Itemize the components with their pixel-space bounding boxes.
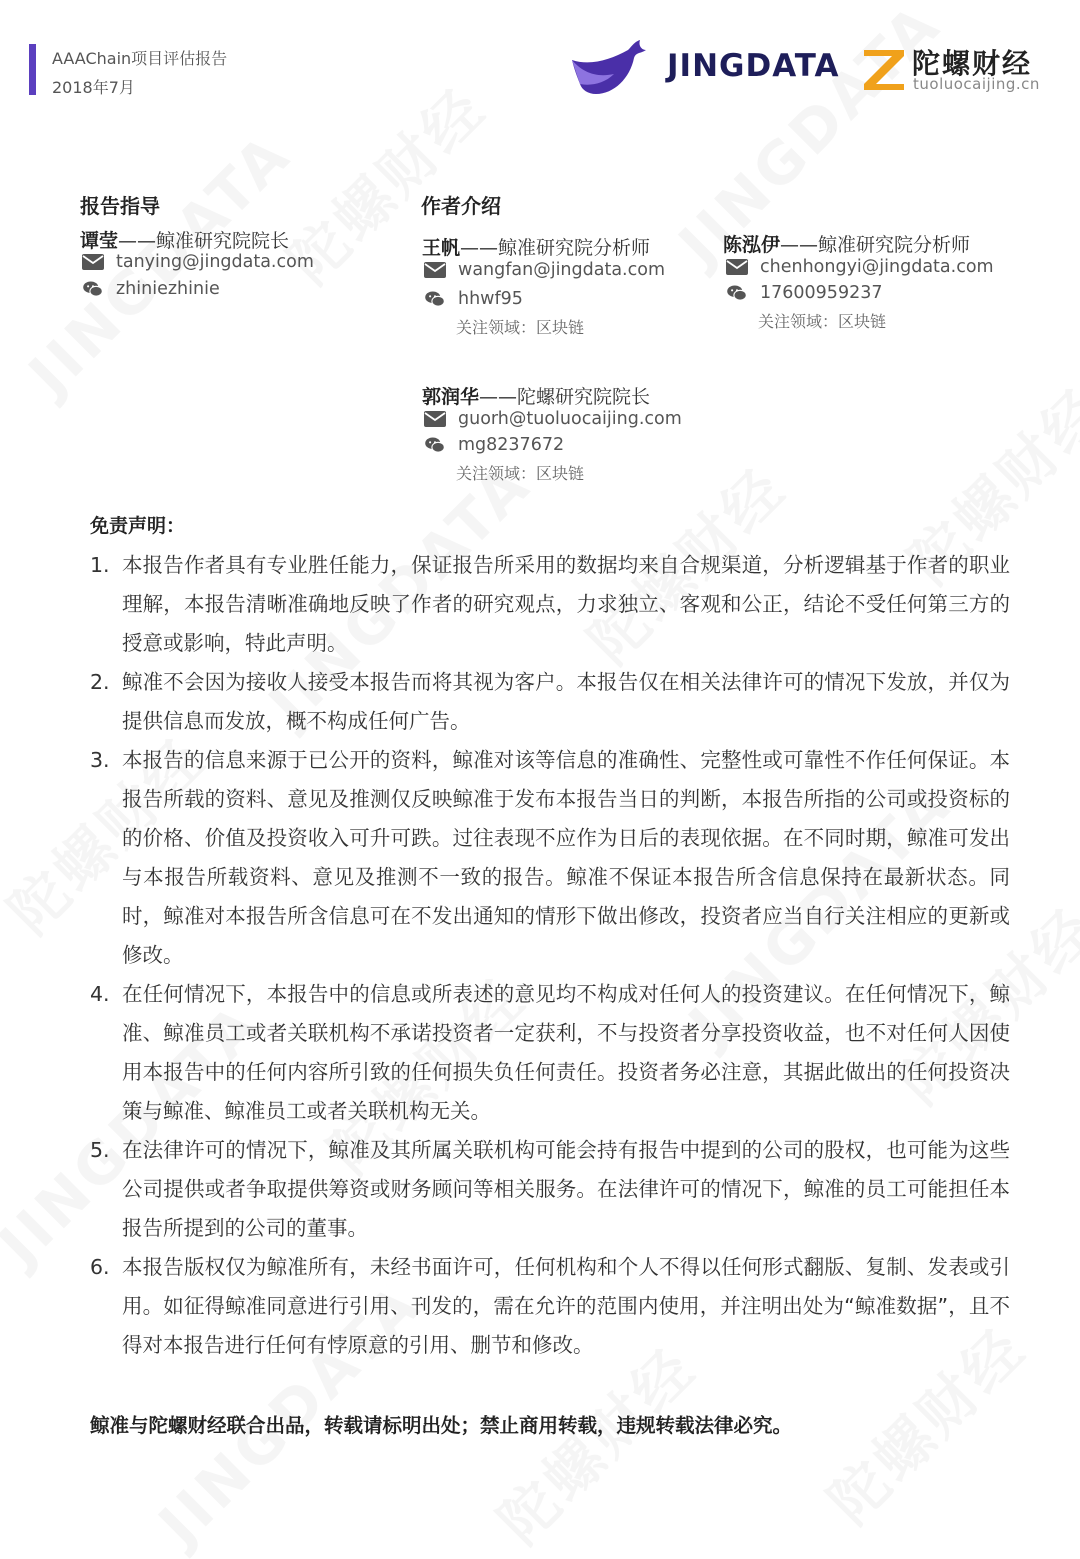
person-name: 谭莹 — [80, 230, 119, 252]
guidance-person — [80, 226, 289, 253]
person-role: ——鲸准研究院分析师 — [460, 237, 651, 259]
author-person — [422, 382, 650, 409]
item-text: 本报告的信息来源于已公开的资料，鲸准对该等信息的准确性、完整性或可靠性不作任何保证。本报告所载的资料、意见及推测仅反映鲸准于发布本报告当日的判断，本报告所指的公司或投资标的的价格、价值及投资收入可升可跌。过往表现不应作为日后的表现依据。在不同时期，鲸准可发出与本报告所载资料、意见及推测不一致的报告。鲸准不保证本报告所含信息保持在最新状态。同时，鲸准对本报告所含信息可在不发出通知的情形下做出修改，投资者应当自行关注相应的更新或修改。 — [122, 748, 1010, 967]
item-number: 1. — [90, 553, 110, 577]
footer-notice: 鲸准与陀螺财经联合出品，转载请标明出处；禁止商用转载，违规转载法律必究。 — [90, 1414, 793, 1437]
author-wechat — [726, 283, 882, 303]
disclaimer-list — [90, 546, 1010, 1365]
wechat-icon — [726, 285, 748, 301]
item-number: 2. — [90, 670, 110, 694]
report-title: AAAChain项目评估报告 — [52, 49, 228, 68]
email-text: chenhongyi@jingdata.com — [760, 257, 994, 277]
person-role: ——陀螺研究院院长 — [479, 386, 651, 408]
author-focus: 关注领域：区块链 — [758, 312, 887, 331]
item-text: 在任何情况下，本报告中的信息或所表述的意见均不构成对任何人的投资建议。在任何情况下，鲸准、鲸准员工或者关联机构不承诺投资者一定获利，不与投资者分享投资收益，也不对任何人因使用本报告中的任何内容所引致的任何损失负任何责任。投资者务必注意，其据此做出的任何投资决策与鲸准、鲸准员工或者关联机构无关。 — [122, 982, 1010, 1123]
item-number: 4. — [90, 982, 110, 1006]
disclaimer-item — [90, 1131, 1010, 1248]
person-name: 王帆 — [422, 237, 461, 259]
item-text: 鲸准不会因为接收人接受本报告而将其视为客户。本报告仅在相关法律许可的情况下发放，并仅为提供信息而发放，概不构成任何广告。 — [122, 670, 1010, 733]
guidance-wechat — [82, 279, 220, 299]
wechat-text: mg8237672 — [458, 435, 565, 455]
guidance-email — [82, 252, 314, 272]
tuoluo-z-logo-icon — [860, 44, 908, 92]
report-date: 2018年7月 — [52, 78, 135, 97]
author-person — [723, 230, 970, 257]
disclaimer-item — [90, 975, 1010, 1131]
guidance-heading: 报告指导 — [80, 194, 160, 218]
wechat-icon — [424, 291, 446, 307]
author-email — [424, 260, 665, 280]
tuoluo-logo-text: 陀螺财经 — [912, 47, 1033, 80]
disclaimer-item — [90, 1248, 1010, 1365]
author-wechat — [424, 289, 523, 309]
mail-icon — [424, 262, 446, 278]
wechat-text: hhwf95 — [458, 289, 523, 309]
author-focus: 关注领域：区块链 — [456, 464, 585, 483]
author-person — [422, 233, 650, 260]
author-wechat — [424, 435, 564, 455]
item-number: 3. — [90, 748, 110, 772]
person-name: 郭润华 — [422, 386, 480, 408]
mail-icon — [726, 259, 748, 275]
item-number: 6. — [90, 1255, 110, 1279]
mail-icon — [82, 254, 104, 270]
whale-logo-icon — [570, 38, 648, 96]
email-text: tanying@jingdata.com — [116, 252, 314, 272]
item-text: 本报告版权仅为鲸准所有，未经书面许可，任何机构和个人不得以任何形式翻版、复制、发表或引用。如征得鲸准同意进行引用、刊发的，需在允许的范围内使用，并注明出处为“鲸准数据”，且不得对本报告进行任何有悖原意的引用、删节和修改。 — [122, 1255, 1010, 1357]
wechat-text: zhiniezhinie — [116, 279, 220, 299]
wechat-text: 17600959237 — [760, 283, 883, 303]
item-text: 本报告作者具有专业胜任能力，保证报告所采用的数据均来自合规渠道，分析逻辑基于作者的职业理解，本报告清晰准确地反映了作者的研究观点，力求独立、客观和公正，结论不受任何第三方的授意或影响，特此声明。 — [122, 553, 1010, 655]
authors-heading: 作者介绍 — [421, 194, 501, 218]
email-text: wangfan@jingdata.com — [458, 260, 665, 280]
disclaimer-heading: 免责声明： — [90, 515, 186, 537]
author-focus: 关注领域：区块链 — [456, 318, 585, 337]
tuoluo-logo-url: tuoluocaijing.cn — [913, 75, 1040, 93]
email-text: guorh@tuoluocaijing.com — [458, 409, 682, 429]
item-number: 5. — [90, 1138, 110, 1162]
jingdata-logo-text: JINGDATA — [667, 48, 840, 84]
item-text: 在法律许可的情况下，鲸准及其所属关联机构可能会持有报告中提到的公司的股权，也可能为这些公司提供或者争取提供筹资或财务顾问等相关服务。在法律许可的情况下，鲸准的员工可能担任本报告所提到的公司的董事。 — [122, 1138, 1010, 1240]
disclaimer-item — [90, 741, 1010, 975]
header-accent-bar — [29, 44, 36, 95]
wechat-icon — [424, 437, 446, 453]
author-email — [726, 257, 994, 277]
person-role: ——鲸准研究院分析师 — [780, 234, 971, 256]
wechat-icon — [82, 281, 104, 297]
person-name: 陈泓伊 — [723, 234, 781, 256]
mail-icon — [424, 411, 446, 427]
person-role: ——鲸准研究院院长 — [118, 230, 290, 252]
disclaimer-item — [90, 546, 1010, 663]
disclaimer-item — [90, 663, 1010, 741]
author-email — [424, 409, 682, 429]
